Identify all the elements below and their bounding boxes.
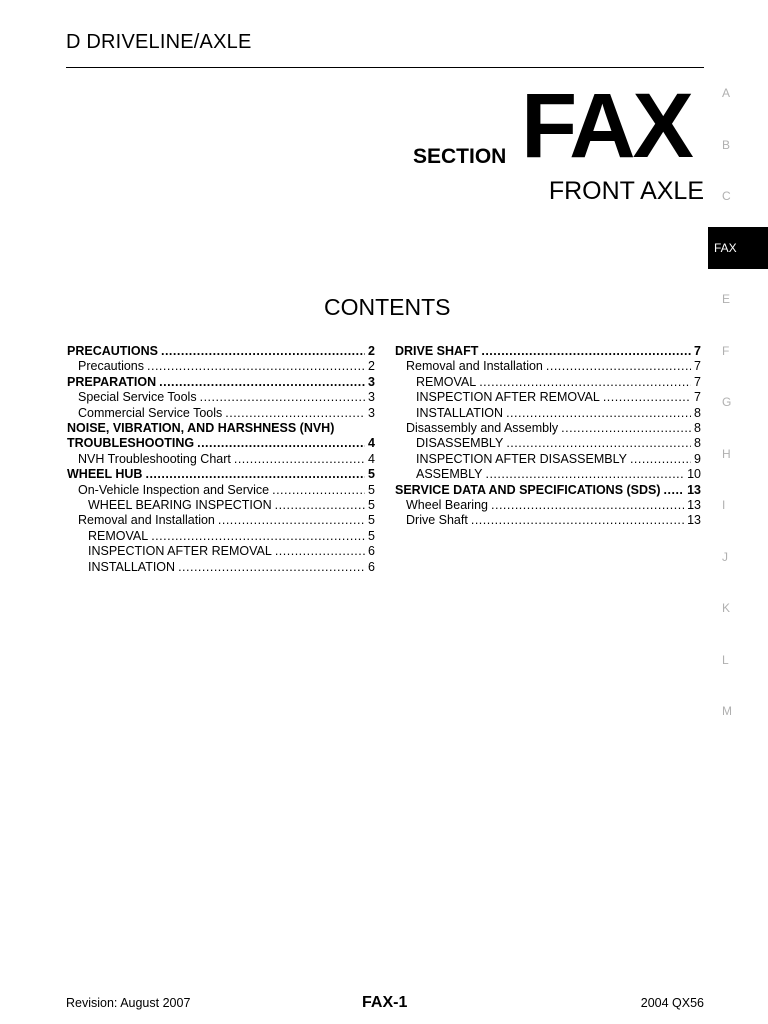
tab-g[interactable] <box>708 381 768 423</box>
toc-entry-page: 5 <box>368 467 375 482</box>
toc-entry[interactable] <box>395 359 701 374</box>
toc-leader-dots <box>664 483 685 498</box>
toc-entry[interactable] <box>395 467 701 482</box>
toc-right-column <box>395 344 701 529</box>
toc-entry[interactable] <box>395 436 701 451</box>
toc-entry[interactable] <box>395 483 701 498</box>
toc-leader-dots <box>151 529 365 544</box>
toc-leader-dots <box>197 436 365 451</box>
toc-entry-page: 3 <box>368 405 375 420</box>
toc-entry[interactable] <box>67 529 375 544</box>
toc-entry[interactable] <box>395 406 701 421</box>
toc-leader-dots <box>481 344 691 359</box>
toc-entry-page: 13 <box>687 513 701 528</box>
toc-entry-page: 8 <box>694 405 701 420</box>
section-code: FAX <box>521 75 691 177</box>
tab-m[interactable] <box>708 690 768 732</box>
toc-entry-page: 7 <box>694 390 701 405</box>
toc-entry-title: Drive Shaft <box>406 513 468 528</box>
toc-leader-dots <box>506 436 691 451</box>
toc-leader-dots <box>485 467 684 482</box>
tab-label: F <box>722 343 730 358</box>
toc-entry-page: 7 <box>694 344 701 358</box>
tab-k[interactable] <box>708 587 768 629</box>
tab-h[interactable] <box>708 433 768 475</box>
toc-entry[interactable] <box>67 452 375 467</box>
toc-entry-page: 13 <box>687 482 701 497</box>
toc-entry-title: INSPECTION AFTER DISASSEMBLY <box>416 451 627 466</box>
toc-entry[interactable] <box>67 390 375 405</box>
toc-entry-title: SERVICE DATA AND SPECIFICATIONS (SDS) <box>395 482 661 497</box>
toc-entry-page: 6 <box>368 559 375 574</box>
toc-entry[interactable] <box>395 498 701 513</box>
toc-leader-dots <box>178 560 365 575</box>
toc-leader-dots <box>145 467 365 482</box>
toc-entry-title: NVH Troubleshooting Chart <box>78 451 231 466</box>
toc-entry-title: On-Vehicle Inspection and Service <box>78 482 270 497</box>
toc-entry[interactable] <box>395 513 701 528</box>
toc-leader-dots <box>161 344 365 359</box>
toc-leader-dots <box>234 452 365 467</box>
toc-entry-title: NOISE, VIBRATION, AND HARSHNESS (NVH) <box>67 421 335 436</box>
toc-leader-dots <box>546 359 691 374</box>
tab-b[interactable] <box>708 124 768 166</box>
toc-leader-dots <box>630 452 691 467</box>
toc-leader-dots <box>218 513 365 528</box>
header-title: D DRIVELINE/AXLE <box>66 31 252 53</box>
toc-leader-dots <box>603 390 691 405</box>
toc-entry[interactable] <box>67 513 375 528</box>
toc-entry[interactable] <box>395 421 701 436</box>
toc-entry-page: 10 <box>687 467 701 482</box>
toc-leader-dots <box>471 513 684 528</box>
tab-label: E <box>722 292 731 306</box>
toc-entry-title: INSPECTION AFTER REMOVAL <box>416 390 600 405</box>
toc-entry-page: 7 <box>694 359 701 374</box>
footer-model: 2004 QX56 <box>640 996 704 1010</box>
toc-entry[interactable] <box>67 421 375 436</box>
toc-entry-page: 2 <box>368 359 375 374</box>
toc-entry-page: 2 <box>368 344 375 358</box>
tab-l[interactable] <box>708 639 768 681</box>
tab-j[interactable] <box>708 536 768 578</box>
toc-entry[interactable] <box>67 560 375 575</box>
toc-entry-title: INSTALLATION <box>416 405 504 420</box>
toc-entry-page: 9 <box>694 451 701 466</box>
tab-label: I <box>722 498 726 512</box>
toc-entry[interactable] <box>67 498 375 513</box>
toc-entry-title: Special Service Tools <box>78 390 197 405</box>
tab-label: A <box>722 86 731 100</box>
toc-leader-dots <box>225 406 365 421</box>
tab-a[interactable] <box>708 72 768 114</box>
tab-label: G <box>722 395 732 409</box>
tab-f[interactable] <box>708 330 768 372</box>
toc-entry[interactable] <box>67 483 375 498</box>
toc-entry[interactable] <box>395 390 701 405</box>
toc-entry-title: Disassembly and Assembly <box>406 421 559 436</box>
toc-entry[interactable] <box>67 436 375 451</box>
tab-label: B <box>722 137 731 152</box>
toc-leader-dots <box>275 544 365 559</box>
toc-entry-title: DRIVE SHAFT <box>395 344 479 358</box>
toc-entry-title: Wheel Bearing <box>406 498 488 513</box>
toc-entry-page: 5 <box>368 513 375 528</box>
toc-entry-title: PREPARATION <box>67 374 157 389</box>
tab-label: J <box>722 549 728 564</box>
toc-leader-dots <box>275 498 365 513</box>
toc-entry[interactable] <box>395 375 701 390</box>
toc-entry-title: PRECAUTIONS <box>67 344 158 358</box>
toc-entry-page: 3 <box>368 390 375 405</box>
footer-page-number: FAX-1 <box>362 994 408 1011</box>
toc-entry-title: WHEEL HUB <box>67 467 143 482</box>
toc-entry-page: 4 <box>368 451 375 466</box>
toc-entry-title: REMOVAL <box>88 528 149 543</box>
toc-leader-dots <box>561 421 691 436</box>
tab-fax[interactable] <box>708 227 768 269</box>
tab-label: FAX <box>714 240 737 255</box>
toc-entry[interactable] <box>395 344 701 359</box>
toc-entry-page: 8 <box>694 436 701 451</box>
toc-entry-title: INSTALLATION <box>88 559 176 574</box>
toc-entry-title: Commercial Service Tools <box>78 405 223 420</box>
toc-leader-dots <box>147 359 365 374</box>
section-word: SECTION <box>413 145 507 168</box>
toc-entry-page: 8 <box>694 421 701 436</box>
toc-entry-title: Precautions <box>78 359 145 374</box>
toc-entry-page: 4 <box>368 436 375 451</box>
toc-entry[interactable] <box>67 467 375 482</box>
toc-leader-dots <box>491 498 684 513</box>
toc-entry-title: INSPECTION AFTER REMOVAL <box>88 544 272 559</box>
toc-entry-page: 7 <box>694 374 701 389</box>
toc-entry-page: 13 <box>687 498 701 513</box>
toc-entry[interactable] <box>67 406 375 421</box>
toc-leader-dots <box>272 483 365 498</box>
contents-title: CONTENTS <box>324 294 451 320</box>
toc-entry[interactable] <box>67 359 375 374</box>
tab-label: M <box>722 704 732 718</box>
toc-entry-page: 5 <box>368 498 375 513</box>
toc-entry-title: DISASSEMBLY <box>416 436 504 451</box>
toc-leader-dots <box>159 375 365 390</box>
footer-revision: Revision: August 2007 <box>66 996 191 1010</box>
toc-leader-dots <box>200 390 365 405</box>
toc-entry-page: 5 <box>368 528 375 543</box>
header-rule <box>66 67 704 68</box>
tab-label: H <box>722 446 731 461</box>
tab-c[interactable] <box>708 175 768 217</box>
toc-entry-title: TROUBLESHOOTING <box>67 436 195 451</box>
toc-left-column <box>67 344 375 575</box>
toc-entry-title: ASSEMBLY <box>416 467 483 482</box>
toc-entry-title: WHEEL BEARING INSPECTION <box>88 498 272 513</box>
toc-entry-page: 5 <box>368 482 375 497</box>
tab-e[interactable] <box>708 278 768 320</box>
tab-i[interactable] <box>708 484 768 526</box>
tab-label: C <box>722 189 731 203</box>
section-title: FRONT AXLE <box>548 177 704 205</box>
toc-entry-title: REMOVAL <box>416 374 477 389</box>
tab-label: L <box>722 652 729 667</box>
toc-entry-page: 6 <box>368 544 375 559</box>
toc-entry-page: 3 <box>368 374 375 389</box>
toc-entry[interactable] <box>67 544 375 559</box>
toc-entry[interactable] <box>395 452 701 467</box>
toc-entry[interactable] <box>67 375 375 390</box>
tab-label: K <box>722 601 731 615</box>
toc-leader-dots <box>506 406 691 421</box>
toc-entry-title: Removal and Installation <box>78 513 215 528</box>
toc-leader-dots <box>479 375 691 390</box>
toc-entry-title: Removal and Installation <box>406 359 543 374</box>
toc-entry[interactable] <box>67 344 375 359</box>
